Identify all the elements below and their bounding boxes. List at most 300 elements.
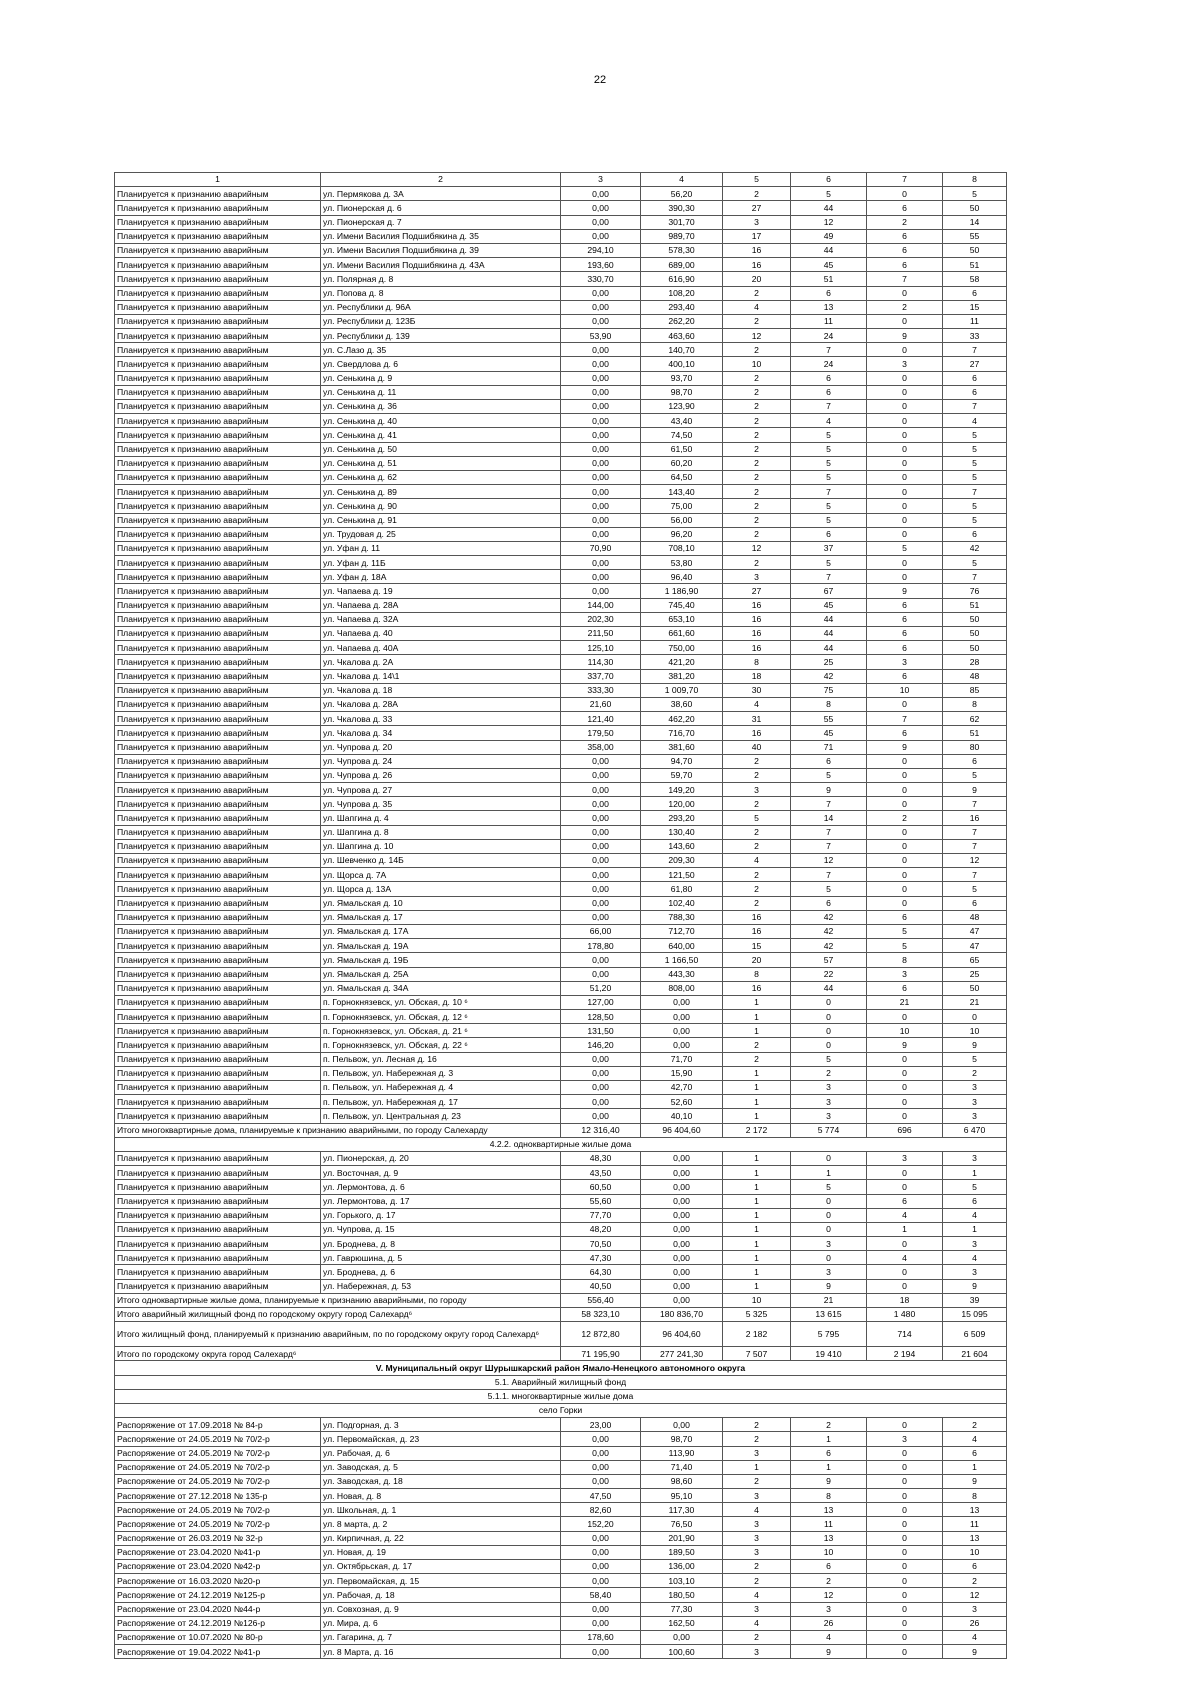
table-row [115, 655, 1007, 669]
cell-col-2: ул. Броднева, д. 8 [321, 1237, 561, 1251]
cell-col-7: 0 [867, 839, 943, 853]
cell-col-3: 0,00 [561, 201, 641, 215]
cell-col-8: 3 [943, 1109, 1007, 1123]
cell-col-4: 463,60 [641, 329, 723, 343]
cell-col-1: Планируется к признанию аварийным [115, 1095, 321, 1109]
cell-col-4: 0,00 [641, 1010, 723, 1024]
cell-col-4: 38,60 [641, 697, 723, 711]
cell-col-7: 0 [867, 470, 943, 484]
table-row [115, 1574, 1007, 1588]
cell-col-3: 0,00 [561, 470, 641, 484]
cell-col-7: 0 [867, 768, 943, 782]
cell-col-3: 47,30 [561, 1251, 641, 1265]
cell-col-1: Планируется к признанию аварийным [115, 981, 321, 995]
cell-col-6: 5 [791, 187, 867, 201]
cell-col-6: 44 [791, 627, 867, 641]
cell-col-2: ул. Чкалова д. 2А [321, 655, 561, 669]
cell-col-1: Планируется к признанию аварийным [115, 598, 321, 612]
cell-col-7: 6 [867, 1194, 943, 1208]
cell-col-6: 12 [791, 1588, 867, 1602]
cell-col-8: 11 [943, 1517, 1007, 1531]
cell-col-8: 48 [943, 669, 1007, 683]
cell-col-1: Планируется к признанию аварийным [115, 1081, 321, 1095]
table-row [115, 371, 1007, 385]
cell-col-8: 51 [943, 258, 1007, 272]
cell-col-2: ул. Новая, д. 8 [321, 1489, 561, 1503]
cell-col-5: 2 [723, 400, 791, 414]
cell-col-6: 3 [791, 1237, 867, 1251]
cell-col-5: 4 [723, 854, 791, 868]
cell-col-1: Планируется к признанию аварийным [115, 995, 321, 1009]
cell-col-5: 16 [723, 726, 791, 740]
table-row [115, 868, 1007, 882]
cell-col-2: ул. Сенькина д. 40 [321, 414, 561, 428]
cell-col-5: 4 [723, 697, 791, 711]
cell-col-4: 262,20 [641, 314, 723, 328]
cell-col-2: ул. Ямальская д. 25А [321, 967, 561, 981]
table-row [115, 272, 1007, 286]
cell-col-1: Распоряжение от 10.07.2020 № 80-р [115, 1630, 321, 1644]
table-row [115, 712, 1007, 726]
cell-col-2: п. Пельвож, ул. Набережная д. 3 [321, 1066, 561, 1080]
cell-col-2: ул. Заводская, д. 18 [321, 1474, 561, 1488]
cell-col-4: 0,00 [641, 995, 723, 1009]
cell-col-4: 43,40 [641, 414, 723, 428]
table-row [115, 1489, 1007, 1503]
total-value: 5 774 [791, 1123, 867, 1137]
table-body [115, 173, 1007, 1659]
cell-col-8: 5 [943, 456, 1007, 470]
cell-col-4: 0,00 [641, 1251, 723, 1265]
table-row [115, 215, 1007, 229]
cell-col-6: 7 [791, 570, 867, 584]
table-row [115, 1645, 1007, 1659]
cell-col-5: 16 [723, 924, 791, 938]
cell-col-8: 1 [943, 1166, 1007, 1180]
cell-col-8: 5 [943, 442, 1007, 456]
cell-col-7: 0 [867, 1418, 943, 1432]
cell-col-2: ул. Ямальская д. 34А [321, 981, 561, 995]
cell-col-5: 1 [723, 1024, 791, 1038]
cell-col-2: ул. Чкалова д. 34 [321, 726, 561, 740]
cell-col-7: 0 [867, 1489, 943, 1503]
cell-col-3: 0,00 [561, 286, 641, 300]
cell-col-7: 0 [867, 527, 943, 541]
cell-col-3: 178,60 [561, 1630, 641, 1644]
cell-col-2: ул. Ямальская д. 19Б [321, 953, 561, 967]
total-value: 21 604 [943, 1347, 1007, 1361]
table-row [115, 584, 1007, 598]
section-heading: 5.1. Аварийный жилищный фонд [115, 1375, 1007, 1389]
cell-col-4: 0,00 [641, 1166, 723, 1180]
cell-col-6: 14 [791, 811, 867, 825]
cell-col-4: 94,70 [641, 754, 723, 768]
cell-col-4: 0,00 [641, 1180, 723, 1194]
table-row [115, 1208, 1007, 1222]
cell-col-2: ул. Республики д. 139 [321, 329, 561, 343]
cell-col-5: 3 [723, 215, 791, 229]
total-value: 21 [791, 1293, 867, 1307]
cell-col-3: 0,00 [561, 882, 641, 896]
column-number: 1 [115, 173, 321, 187]
cell-col-7: 6 [867, 229, 943, 243]
cell-col-8: 33 [943, 329, 1007, 343]
cell-col-3: 0,00 [561, 1109, 641, 1123]
cell-col-6: 4 [791, 1630, 867, 1644]
cell-col-7: 0 [867, 1265, 943, 1279]
cell-col-3: 0,00 [561, 1446, 641, 1460]
cell-col-8: 42 [943, 541, 1007, 555]
cell-col-7: 0 [867, 825, 943, 839]
cell-col-3: 0,00 [561, 485, 641, 499]
cell-col-5: 2 [723, 371, 791, 385]
housing-table [114, 172, 1007, 1659]
cell-col-1: Планируется к признанию аварийным [115, 527, 321, 541]
cell-col-5: 3 [723, 1645, 791, 1659]
cell-col-8: 21 [943, 995, 1007, 1009]
cell-col-1: Планируется к признанию аварийным [115, 1222, 321, 1236]
cell-col-4: 0,00 [641, 1418, 723, 1432]
cell-col-1: Планируется к признанию аварийным [115, 1052, 321, 1066]
cell-col-7: 0 [867, 1052, 943, 1066]
cell-col-3: 178,80 [561, 939, 641, 953]
cell-col-4: 75,00 [641, 499, 723, 513]
cell-col-3: 0,00 [561, 854, 641, 868]
cell-col-2: ул. Ямальская д. 10 [321, 896, 561, 910]
table-row [115, 612, 1007, 626]
table-row [115, 1052, 1007, 1066]
cell-col-8: 2 [943, 1066, 1007, 1080]
cell-col-8: 12 [943, 854, 1007, 868]
cell-col-6: 12 [791, 854, 867, 868]
cell-col-5: 27 [723, 584, 791, 598]
cell-col-7: 6 [867, 669, 943, 683]
table-row [115, 1517, 1007, 1531]
cell-col-4: 209,30 [641, 854, 723, 868]
cell-col-3: 0,00 [561, 513, 641, 527]
cell-col-5: 1 [723, 1265, 791, 1279]
total-label: Итого одноквартирные жилые дома, планируемые к признанию аварийными, по городу [115, 1293, 561, 1307]
table-row [115, 1081, 1007, 1095]
cell-col-8: 14 [943, 215, 1007, 229]
cell-col-8: 4 [943, 1630, 1007, 1644]
table-row [115, 839, 1007, 853]
total-value: 2 194 [867, 1347, 943, 1361]
cell-col-8: 3 [943, 1602, 1007, 1616]
cell-col-7: 6 [867, 612, 943, 626]
cell-col-5: 3 [723, 1531, 791, 1545]
cell-col-4: 616,90 [641, 272, 723, 286]
cell-col-6: 25 [791, 655, 867, 669]
cell-col-5: 2 [723, 1432, 791, 1446]
cell-col-1: Планируется к признанию аварийным [115, 385, 321, 399]
cell-col-3: 0,00 [561, 428, 641, 442]
cell-col-7: 0 [867, 499, 943, 513]
cell-col-1: Планируется к признанию аварийным [115, 726, 321, 740]
cell-col-1: Распоряжение от 24.05.2019 № 70/2-р [115, 1503, 321, 1517]
table-row [115, 400, 1007, 414]
cell-col-2: ул. Пионерская, д. 20 [321, 1151, 561, 1165]
cell-col-7: 6 [867, 726, 943, 740]
cell-col-7: 3 [867, 967, 943, 981]
cell-col-8: 5 [943, 513, 1007, 527]
table-row [115, 1095, 1007, 1109]
cell-col-2: ул. Ямальская д. 19А [321, 939, 561, 953]
cell-col-6: 6 [791, 286, 867, 300]
cell-col-1: Планируется к признанию аварийным [115, 513, 321, 527]
cell-col-3: 0,00 [561, 414, 641, 428]
cell-col-5: 1 [723, 1237, 791, 1251]
cell-col-2: ул. Сенькина д. 9 [321, 371, 561, 385]
cell-col-1: Распоряжение от 17.09.2018 № 84-р [115, 1418, 321, 1432]
cell-col-5: 3 [723, 783, 791, 797]
total-label: Итого аварийный жилищный фонд по городскому округу город Салехард⁶ [115, 1308, 561, 1322]
cell-col-7: 0 [867, 1588, 943, 1602]
cell-col-7: 9 [867, 740, 943, 754]
table-row [115, 797, 1007, 811]
cell-col-4: 293,20 [641, 811, 723, 825]
section-heading: V. Муниципальный округ Шурышкарский район Ямало-Ненецкого автономного округа [115, 1361, 1007, 1375]
cell-col-7: 0 [867, 882, 943, 896]
cell-col-7: 10 [867, 1024, 943, 1038]
table-row [115, 456, 1007, 470]
cell-col-3: 0,00 [561, 1545, 641, 1559]
table-row [115, 1531, 1007, 1545]
cell-col-6: 1 [791, 1166, 867, 1180]
cell-col-4: 0,00 [641, 1222, 723, 1236]
cell-col-2: ул. 8 марта, д. 2 [321, 1517, 561, 1531]
cell-col-7: 6 [867, 201, 943, 215]
cell-col-2: ул. Чапаева д. 28А [321, 598, 561, 612]
cell-col-6: 44 [791, 201, 867, 215]
cell-col-1: Планируется к признанию аварийным [115, 967, 321, 981]
total-row-multi [115, 1123, 1007, 1137]
cell-col-1: Планируется к признанию аварийным [115, 655, 321, 669]
cell-col-8: 4 [943, 1251, 1007, 1265]
cell-col-4: 381,60 [641, 740, 723, 754]
cell-col-4: 1 009,70 [641, 683, 723, 697]
cell-col-7: 6 [867, 641, 943, 655]
cell-col-7: 0 [867, 400, 943, 414]
cell-col-2: п. Горнокнязевск, ул. Обская, д. 10 ⁶ [321, 995, 561, 1009]
cell-col-7: 0 [867, 1560, 943, 1574]
cell-col-6: 0 [791, 1208, 867, 1222]
cell-col-6: 13 [791, 1531, 867, 1545]
cell-col-3: 43,50 [561, 1166, 641, 1180]
total-value: 2 172 [723, 1123, 791, 1137]
cell-col-3: 0,00 [561, 300, 641, 314]
cell-col-3: 0,00 [561, 1432, 641, 1446]
cell-col-5: 2 [723, 797, 791, 811]
cell-col-3: 0,00 [561, 1574, 641, 1588]
table-row [115, 598, 1007, 612]
cell-col-5: 2 [723, 428, 791, 442]
cell-col-1: Планируется к признанию аварийным [115, 627, 321, 641]
cell-col-7: 0 [867, 1531, 943, 1545]
cell-col-5: 2 [723, 343, 791, 357]
cell-col-8: 6 [943, 896, 1007, 910]
cell-col-7: 3 [867, 655, 943, 669]
cell-col-4: 653,10 [641, 612, 723, 626]
table-row [115, 1460, 1007, 1474]
cell-col-7: 9 [867, 1038, 943, 1052]
cell-col-1: Распоряжение от 16.03.2020 №20-р [115, 1574, 321, 1588]
cell-col-4: 708,10 [641, 541, 723, 555]
table-row [115, 939, 1007, 953]
cell-col-8: 50 [943, 612, 1007, 626]
cell-col-5: 1 [723, 1194, 791, 1208]
cell-col-1: Планируется к признанию аварийным [115, 854, 321, 868]
cell-col-2: ул. Броднева, д. 6 [321, 1265, 561, 1279]
cell-col-4: 180,50 [641, 1588, 723, 1602]
cell-col-6: 5 [791, 768, 867, 782]
cell-col-8: 5 [943, 187, 1007, 201]
cell-col-1: Планируется к признанию аварийным [115, 371, 321, 385]
cell-col-2: ул. Полярная д. 8 [321, 272, 561, 286]
cell-col-5: 2 [723, 868, 791, 882]
cell-col-2: ул. Октябрьская, д. 17 [321, 1560, 561, 1574]
cell-col-6: 5 [791, 456, 867, 470]
cell-col-8: 50 [943, 201, 1007, 215]
cell-col-7: 0 [867, 343, 943, 357]
cell-col-8: 9 [943, 1645, 1007, 1659]
cell-col-6: 55 [791, 712, 867, 726]
cell-col-3: 0,00 [561, 1531, 641, 1545]
cell-col-6: 5 [791, 882, 867, 896]
cell-col-4: 293,40 [641, 300, 723, 314]
cell-col-3: 202,30 [561, 612, 641, 626]
cell-col-6: 12 [791, 215, 867, 229]
cell-col-4: 0,00 [641, 1038, 723, 1052]
cell-col-7: 0 [867, 513, 943, 527]
cell-col-8: 9 [943, 783, 1007, 797]
cell-col-2: п. Горнокнязевск, ул. Обская, д. 22 ⁶ [321, 1038, 561, 1052]
total-value: 10 [723, 1293, 791, 1307]
cell-col-4: 578,30 [641, 243, 723, 257]
cell-col-1: Планируется к признанию аварийным [115, 669, 321, 683]
total-value: 18 [867, 1293, 943, 1307]
cell-col-2: ул. Чапаева д. 32А [321, 612, 561, 626]
cell-col-7: 1 [867, 1222, 943, 1236]
cell-col-3: 0,00 [561, 229, 641, 243]
cell-col-4: 788,30 [641, 910, 723, 924]
cell-col-7: 6 [867, 627, 943, 641]
cell-col-3: 0,00 [561, 400, 641, 414]
cell-col-2: ул. Первомайская, д. 15 [321, 1574, 561, 1588]
cell-col-2: ул. Лермонтова, д. 6 [321, 1180, 561, 1194]
cell-col-1: Планируется к признанию аварийным [115, 584, 321, 598]
cell-col-3: 0,00 [561, 442, 641, 456]
cell-col-2: ул. Совхозная, д. 9 [321, 1602, 561, 1616]
cell-col-3: 0,00 [561, 896, 641, 910]
cell-col-5: 2 [723, 1474, 791, 1488]
table-row [115, 1630, 1007, 1644]
cell-col-6: 45 [791, 258, 867, 272]
cell-col-6: 44 [791, 612, 867, 626]
cell-col-3: 193,60 [561, 258, 641, 272]
cell-col-8: 12 [943, 1588, 1007, 1602]
cell-col-4: 1 186,90 [641, 584, 723, 598]
cell-col-4: 1 166,50 [641, 953, 723, 967]
cell-col-1: Планируется к признанию аварийным [115, 414, 321, 428]
cell-col-1: Планируется к признанию аварийным [115, 357, 321, 371]
cell-col-3: 0,00 [561, 371, 641, 385]
section-district [115, 1361, 1007, 1375]
cell-col-6: 5 [791, 513, 867, 527]
cell-col-5: 16 [723, 258, 791, 272]
cell-col-4: 61,80 [641, 882, 723, 896]
cell-col-5: 2 [723, 1574, 791, 1588]
cell-col-3: 0,00 [561, 456, 641, 470]
cell-col-2: п. Пельвож, ул. Лесная д. 16 [321, 1052, 561, 1066]
cell-col-1: Планируется к признанию аварийным [115, 215, 321, 229]
table-row [115, 627, 1007, 641]
cell-col-3: 131,50 [561, 1024, 641, 1038]
cell-col-4: 443,30 [641, 967, 723, 981]
cell-col-8: 55 [943, 229, 1007, 243]
column-number: 3 [561, 173, 641, 187]
cell-col-6: 0 [791, 1038, 867, 1052]
total-value: 2 182 [723, 1322, 791, 1347]
cell-col-7: 6 [867, 981, 943, 995]
cell-col-2: ул. Уфан д. 11 [321, 541, 561, 555]
cell-col-3: 58,40 [561, 1588, 641, 1602]
cell-col-5: 8 [723, 967, 791, 981]
cell-col-8: 4 [943, 1208, 1007, 1222]
total-value: 15 095 [943, 1308, 1007, 1322]
cell-col-3: 40,50 [561, 1279, 641, 1293]
cell-col-5: 2 [723, 754, 791, 768]
cell-col-4: 143,60 [641, 839, 723, 853]
cell-col-5: 1 [723, 1166, 791, 1180]
total-value: 0,00 [641, 1293, 723, 1307]
cell-col-6: 9 [791, 783, 867, 797]
table-row [115, 1265, 1007, 1279]
cell-col-7: 6 [867, 243, 943, 257]
cell-col-7: 0 [867, 854, 943, 868]
cell-col-1: Планируется к признанию аварийным [115, 229, 321, 243]
cell-col-8: 7 [943, 570, 1007, 584]
table-row [115, 882, 1007, 896]
cell-col-8: 47 [943, 939, 1007, 953]
cell-col-4: 42,70 [641, 1081, 723, 1095]
cell-col-3: 64,30 [561, 1265, 641, 1279]
cell-col-6: 9 [791, 1645, 867, 1659]
cell-col-4: 71,40 [641, 1460, 723, 1474]
cell-col-1: Планируется к признанию аварийным [115, 1180, 321, 1194]
cell-col-3: 0,00 [561, 556, 641, 570]
cell-col-5: 20 [723, 272, 791, 286]
cell-col-2: ул. Республики д. 96А [321, 300, 561, 314]
cell-col-8: 3 [943, 1265, 1007, 1279]
cell-col-2: п. Горнокнязевск, ул. Обская, д. 21 ⁶ [321, 1024, 561, 1038]
cell-col-5: 2 [723, 1418, 791, 1432]
cell-col-6: 22 [791, 967, 867, 981]
cell-col-5: 16 [723, 598, 791, 612]
cell-col-6: 75 [791, 683, 867, 697]
table-row [115, 1446, 1007, 1460]
cell-col-4: 712,70 [641, 924, 723, 938]
cell-col-5: 40 [723, 740, 791, 754]
cell-col-1: Планируется к признанию аварийным [115, 825, 321, 839]
cell-col-4: 130,40 [641, 825, 723, 839]
cell-col-1: Планируется к признанию аварийным [115, 612, 321, 626]
cell-col-6: 26 [791, 1616, 867, 1630]
cell-col-8: 16 [943, 811, 1007, 825]
cell-col-1: Планируется к признанию аварийным [115, 896, 321, 910]
cell-col-6: 11 [791, 1517, 867, 1531]
cell-col-8: 5 [943, 768, 1007, 782]
